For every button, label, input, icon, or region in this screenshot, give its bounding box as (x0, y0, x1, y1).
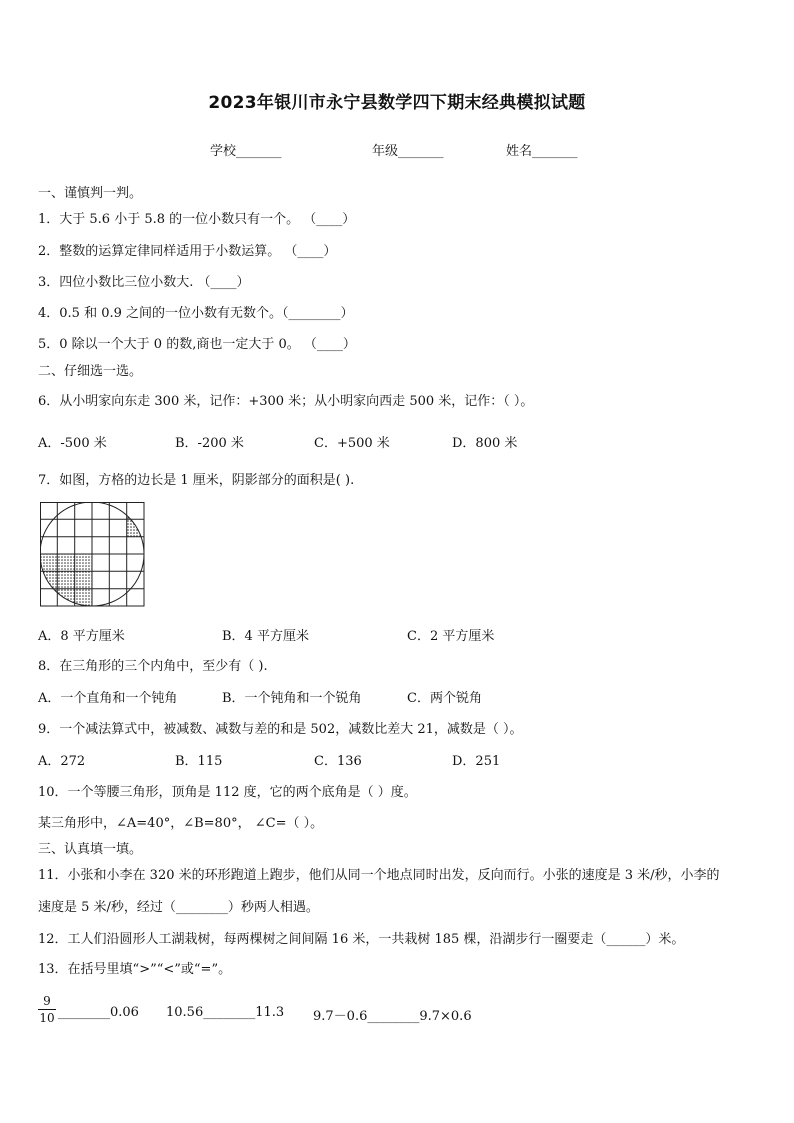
question-4: 4．0.5 和 0.9 之间的一位小数有无数个。（________） (38, 306, 354, 321)
q9-option-d[interactable]: D．251 (452, 754, 501, 769)
q7-option-a[interactable]: A．8 平方厘米 (38, 629, 125, 644)
question-6: 6．从小明家向东走 300 米，记作：+300 米；从小明家向西走 500 米，记作：（ ）。 (38, 394, 534, 409)
q8-option-b[interactable]: B．一个钝角和一个锐角 (222, 691, 362, 706)
grid-circle-figure (40, 502, 146, 608)
q8-option-a[interactable]: A．一个直角和一个钝角 (38, 691, 178, 706)
q9-option-c[interactable]: C．136 (314, 754, 362, 769)
school-field[interactable]: 学校_______ (210, 144, 282, 159)
question-10: 10．一个等腰三角形，顶角是 112 度，它的两个底角是（ ）度。 (38, 785, 417, 800)
q6-option-d[interactable]: D．800 米 (452, 436, 518, 451)
q6-option-c[interactable]: C．+500 米 (314, 436, 390, 451)
question-2: 2．整数的运算定律同样适用于小数运算。 （____） (38, 244, 337, 259)
question-5: 5．0 除以一个大于 0 的数,商也一定大于 0。 （____） (38, 337, 356, 352)
question-1: 1．大于 5.6 小于 5.8 的一位小数只有一个。 （____） (38, 212, 356, 227)
question-12: 12．工人们沿圆形人工湖栽树，每两棵树之间间隔 16 米，一共栽树 185 棵，沿湖步行一圈要走（______）米。 (38, 932, 685, 947)
fraction-numerator: 9 (38, 993, 56, 1010)
fraction-nine-tenths (38, 993, 56, 1026)
question-11-line-2: 速度是 5 米/秒，经过（________）秒两人相遇。 (38, 900, 319, 915)
question-3: 3．四位小数比三位小数大. （____） (38, 275, 250, 290)
question-10-extra: 某三角形中，∠A=40°，∠B=80°， ∠C=（ ）。 (38, 816, 324, 831)
q13-item-1[interactable]: ________0.06 (58, 1005, 139, 1020)
question-13: 13．在括号里填“>”“<”或“=”。 (38, 962, 232, 977)
fraction-denominator: 10 (39, 1011, 55, 1025)
question-11-line-1: 11．小张和小李在 320 米的环形跑道上跑步，他们从同一个地点同时出发，反向而行。小张的速度是 3 米/秒，小李的 (38, 868, 720, 883)
q13-item-2[interactable]: 10.56________11.3 (166, 1005, 285, 1020)
question-7: 7．如图，方格的边长是 1 厘米，阴影部分的面积是( ). (38, 473, 355, 488)
q13-item-3[interactable]: 9.7－0.6________9.7×0.6 (313, 1009, 472, 1024)
q7-option-b[interactable]: B．4 平方厘米 (222, 629, 309, 644)
grade-field[interactable]: 年级_______ (372, 144, 444, 159)
q6-option-a[interactable]: A．-500 米 (38, 436, 107, 451)
question-9: 9．一个减法算式中，被减数、减数与差的和是 502，减数比差大 21，减数是（ ）。 (38, 722, 523, 737)
page-title: 2023年银川市永宁县数学四下期末经典模拟试题 (208, 93, 586, 113)
q9-option-b[interactable]: B．115 (175, 754, 223, 769)
section-heading-choose: 二、仔细选一选。 (38, 364, 143, 379)
question-8: 8．在三角形的三个内角中，至少有（ ). (38, 659, 268, 674)
q6-option-b[interactable]: B．-200 米 (175, 436, 244, 451)
name-field[interactable]: 姓名_______ (506, 144, 578, 159)
q9-option-a[interactable]: A．272 (38, 754, 86, 769)
q8-option-c[interactable]: C．两个锐角 (407, 691, 482, 706)
section-heading-judge: 一、谨慎判一判。 (38, 186, 143, 201)
section-heading-fill: 三、认真填一填。 (38, 842, 143, 857)
q7-option-c[interactable]: C．2 平方厘米 (407, 629, 495, 644)
